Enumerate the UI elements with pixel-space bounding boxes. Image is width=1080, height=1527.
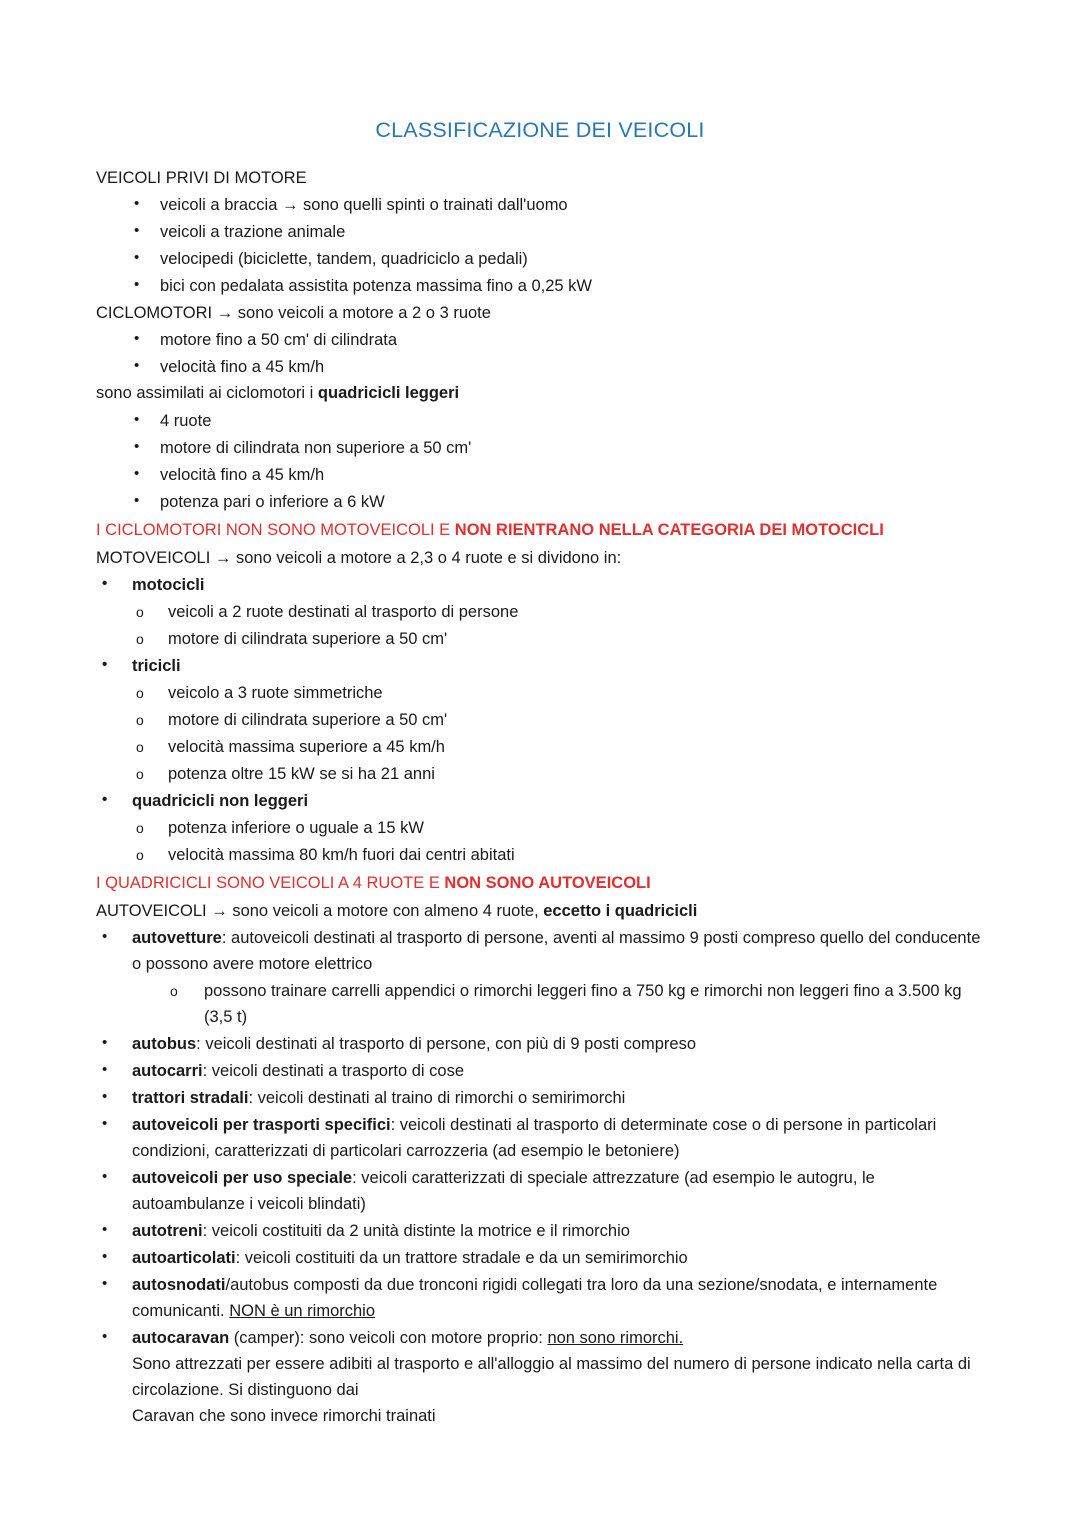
section-heading-autoveicoli-bold2: eccetto i quadricicli <box>543 901 698 920</box>
list-item-text: : veicoli destinati al trasporto di determinate cose o di persone in particolari condizioni, caratterizzati di particolari carrozzeria (ad esempio le betoniere) <box>132 1115 937 1160</box>
list-item-text: : veicoli caratterizzati di speciale attrezzature (ad esempio le autogru, le autoambulanze i veicoli blindati) <box>132 1168 875 1213</box>
warning-quadricicli-plain: I QUADRICICLI SONO VEICOLI A 4 RUOTE E <box>96 873 445 892</box>
list-item: o velocità massima 80 km/h fuori dai centri abitati <box>96 842 984 868</box>
list-item-text: : veicoli destinati al trasporto di persone, con più di 9 posti compreso <box>196 1034 697 1053</box>
warning-ciclomotori-plain: I CICLOMOTORI NON SONO MOTOVEICOLI E <box>96 520 455 539</box>
section-heading-motoveicoli <box>96 545 984 571</box>
list-item-text: : veicoli costituiti da 2 unità distinte la motrice e il rimorchio <box>202 1221 630 1240</box>
list-item <box>96 1085 984 1111</box>
list-item-term: autoveicoli per uso speciale <box>132 1168 353 1187</box>
list-item-term: trattori stradali <box>132 1088 249 1107</box>
list-item-term: autobus <box>132 1034 197 1053</box>
list-item-autocaravan <box>96 1325 984 1429</box>
list-item-term: autovetture <box>132 928 222 947</box>
list-item-text: : veicoli destinati a trasporto di cose <box>202 1061 464 1080</box>
list-item <box>96 1245 984 1271</box>
list-item: o veicoli a 2 ruote destinati al trasporto di persone <box>96 599 984 625</box>
list-item: • velocità fino a 45 km/h <box>96 462 984 488</box>
section-heading-motoveicoli-rest: → sono veicoli a motore a 2,3 o 4 ruote e si dividono in: <box>210 548 622 567</box>
list-item-term: autocaravan <box>132 1328 230 1347</box>
list-item-text: (camper): sono veicoli con motore proprio: <box>229 1328 548 1347</box>
list-item <box>96 1218 984 1244</box>
section-heading-autoveicoli-term: AUTOVEICOLI <box>96 901 207 920</box>
list-item: • potenza pari o inferiore a 6 kW <box>96 489 984 515</box>
warning-quadricicli <box>96 870 984 896</box>
list-item: o potenza oltre 15 kW se si ha 21 anni <box>96 761 984 787</box>
list-item: o veicolo a 3 ruote simmetriche <box>96 680 984 706</box>
list-item-term: autosnodati <box>132 1275 226 1294</box>
list-item-autosnodati <box>96 1272 984 1324</box>
warning-quadricicli-bold: NON SONO AUTOVEICOLI <box>444 873 651 892</box>
list-item-underlined: NON è un rimorchio <box>229 1301 376 1320</box>
list-item <box>96 1031 984 1057</box>
list-item-term: autocarri <box>132 1061 203 1080</box>
list-item: • bici con pedalata assistita potenza massima fino a 0,25 kW <box>96 273 984 299</box>
section-heading-motoveicoli-term: MOTOVEICOLI <box>96 548 211 567</box>
list-item <box>96 1165 984 1217</box>
list-item-term: autoveicoli per trasporti specifici <box>132 1115 391 1134</box>
list-motoveicoli <box>96 572 984 868</box>
list-item-text: : veicoli destinati al traino di rimorchi o semirimorchi <box>248 1088 626 1107</box>
list-item-term: autotreni <box>132 1221 203 1240</box>
list-ciclomotori <box>96 327 984 380</box>
warning-ciclomotori <box>96 517 984 543</box>
warning-ciclomotori-bold: NON RIENTRANO NELLA CATEGORIA DEI MOTOCICLI <box>454 520 884 539</box>
list-item-group-label: • quadricicli non leggeri <box>96 788 984 814</box>
list-item: • velocipedi (biciclette, tandem, quadriciclo a pedali) <box>96 246 984 272</box>
list-item: • velocità fino a 45 km/h <box>96 354 984 380</box>
assimilated-line <box>96 381 984 407</box>
list-item: o motore di cilindrata superiore a 50 cm' <box>96 707 984 733</box>
list-item-text: : autoveicoli destinati al trasporto di persone, aventi al massimo 9 posti compreso quello del conducente o possono avere motore elettrico <box>132 928 981 973</box>
list-item <box>96 1058 984 1084</box>
page-title: CLASSIFICAZIONE DEI VEICOLI <box>375 118 705 142</box>
section-heading-no-motor: VEICOLI PRIVI DI MOTORE <box>96 169 307 187</box>
section-heading-ciclomotori <box>96 300 984 326</box>
assimilated-prefix: sono assimilati ai ciclomotori i <box>96 384 318 402</box>
list-item: • 4 ruote <box>96 408 984 434</box>
section-heading-ciclomotori-rest: → sono veicoli a motore a 2 o 3 ruote <box>212 304 491 322</box>
list-item: • motore di cilindrata non superiore a 50 cm' <box>96 435 984 461</box>
assimilated-term: quadricicli leggeri <box>317 384 460 402</box>
list-item: o potenza inferiore o uguale a 15 kW <box>96 815 984 841</box>
list-item: • motore fino a 50 cm' di cilindrata <box>96 327 984 353</box>
list-autoveicoli <box>96 925 984 1429</box>
section-heading-autoveicoli-mid: → sono veicoli a motore con almeno 4 ruote, <box>206 901 544 920</box>
list-item: o velocità massima superiore a 45 km/h <box>96 734 984 760</box>
list-item-line3: Caravan che sono invece rimorchi trainati <box>132 1406 436 1425</box>
list-item-text: : veicoli costituiti da un trattore stradale e da un semirimorchio <box>235 1248 688 1267</box>
section-heading-ciclomotori-term: CICLOMOTORI <box>96 304 213 322</box>
list-item-term: autoarticolati <box>132 1248 236 1267</box>
list-item-underlined: non sono rimorchi. <box>547 1328 684 1347</box>
list-item <box>96 1112 984 1164</box>
list-item: o possono trainare carrelli appendici o rimorchi leggeri fino a 750 kg e rimorchi non leggeri fino a 3.500 kg (3,5 t) <box>96 978 984 1030</box>
list-item: • veicoli a trazione animale <box>96 219 984 245</box>
list-item <box>96 925 984 977</box>
list-item-line2: Sono attrezzati per essere adibiti al trasporto e all'alloggio al massimo del numero di persone indicato nella carta di circolazione. Si distinguono dai <box>132 1354 971 1399</box>
list-item: o motore di cilindrata superiore a 50 cm' <box>96 626 984 652</box>
list-item-text: /autobus composti da due tronconi rigidi collegati tra loro da una sezione/snodata, e internamente comunicanti. <box>132 1275 938 1320</box>
list-item-group-label: • tricicli <box>96 653 984 679</box>
list-item: • veicoli a braccia → sono quelli spinti o trainati dall'uomo <box>96 192 984 218</box>
section-heading-autoveicoli <box>96 898 984 924</box>
list-quadricicli-leggeri <box>96 408 984 515</box>
list-no-motor <box>96 192 984 299</box>
list-item-group-label: • motocicli <box>96 572 984 598</box>
